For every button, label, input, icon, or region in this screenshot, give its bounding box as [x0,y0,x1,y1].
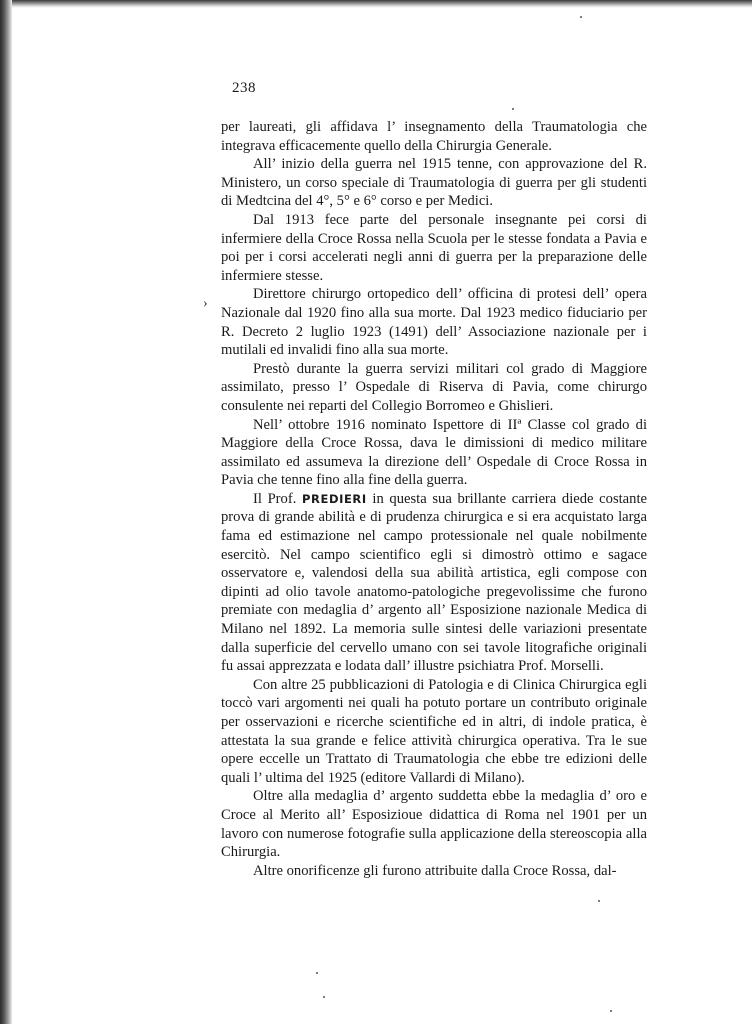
paragraph-5: Prestò durante la guerra servizi militari col grado di Maggiore assimilato, presso l’ Ospedale di Riserva di Pavia, come chirurgo consulente nei reparti del Collegio Borromeo e Ghislieri. [221,360,647,414]
scan-edge-left [0,0,12,1024]
scan-edge-top [0,0,752,8]
scan-speck [316,972,318,974]
scan-speck [610,1010,612,1012]
paragraph-7-lead: Il Prof. [253,490,302,507]
body-text [221,118,647,880]
paragraph-1: per laureati, gli affidava l’ insegnamento della Traumatologia che integrava efficacemente quello della Chirurgia Generale. [221,119,647,154]
paragraph-7 [221,490,647,676]
paragraph-2: All’ inizio della guerra nel 1915 tenne, con approvazione del R. Ministero, un corso speciale di Traumatologia di guerra per gli studenti di Medtcina del 4°, 5° e 6° corso e per Medici. [221,156,647,210]
paragraph-3: Dal 1913 fece parte del personale insegnante pei corsi di infermiere della Croce Rossa nella Scuola per le stesse fondata a Pavia e poi per i corsi accelerati negli anni di guerra per la preparazione delle infermiere stesse. [221,211,647,284]
paragraph-8: Con altre 25 pubblicazioni di Patologia e di Clinica Chirurgica egli toccò vari argomenti nei quali ha potuto portare un contributo originale per osservazioni e ricerche scientifiche ed in altri, di indole pratica, è attestata la sua grande e felice attività chirurgica operativa. Tra le sue opere eccelle un Trattato di Traumatologia che ebbe tre edizioni delle quali l’ ultima del 1925 (editore Vallardi di Milano). [221,676,647,786]
paragraph-9: Oltre alla medaglia d’ argento suddetta ebbe la medaglia d’ oro e Croce al Merito all’ Esposizioue didattica di Roma nel 1901 per un lavoro con numerose fotografie sulla applicazione della stereoscopia alla Chirurgia. [221,788,647,861]
page-number: 238 [232,80,256,96]
scan-speck [598,900,600,902]
scan-speck [512,108,514,110]
scan-speck [580,16,582,18]
paragraph-6: Nell’ ottobre 1916 nominato Ispettore di IIª Classe col grado di Maggiore della Croce Rossa, dava le dimissioni di medico militare assimilato ed assumeva la direzione dell’ Ospedale di Croce Rossa in Pavia che tenne fino alla fine della guerra. [221,416,647,489]
scan-speck [323,996,325,998]
paragraph-7-rest: in questa sua brillante carriera diede costante prova di grande abilità e di prudenza chirurgica e si era acquistato larga fama ed estimazione nel campo protessionale nel quale nobilmente esercitò. Nel campo scientifico egli si dimostrò ottimo e sagace osservatore e, valendosi della sua abilità artistica, egli compose con dipinti ad olio tavole anatomo-patologiche pregevolissime che furono premiate con medaglia d’ argento all’ Esposizione nazionale Medica di Milano nel 1892. La memoria sulle sintesi delle variazioni presentate dalla superficie del cervello umano con sei tavole litografiche originali fu assai apprezzata e lodata dall’ illustre psichiatra Prof. Morselli. [221,490,647,675]
paragraph-4: Direttore chirurgo ortopedico dell’ officina di protesi dell’ opera Nazionale dal 1920 fino alla sua morte. Dal 1923 medico fiduciario per R. Decreto 2 luglio 1923 (1491) dell’ Associazione nazionale per i mutilali ed invalidi fino alla sua morte. [221,286,647,359]
margin-mark: › [203,296,208,311]
surname-predieri: PREDIERI [302,491,367,506]
paragraph-10: Altre onorificenze gli furono attribuite dalla Croce Rossa, dal- [253,862,617,879]
